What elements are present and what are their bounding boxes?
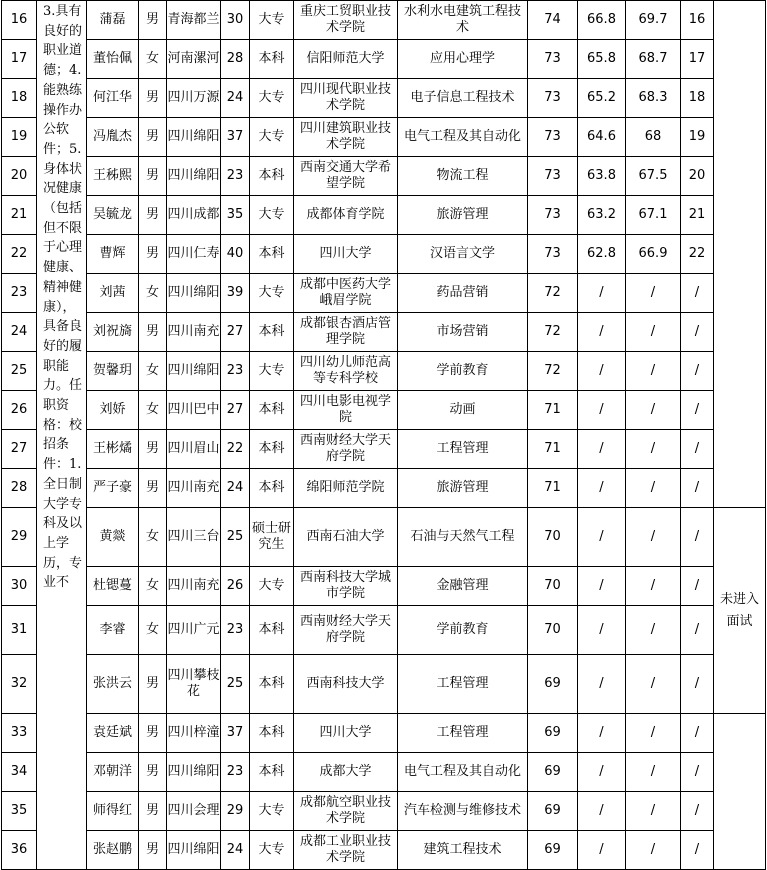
major: 旅游管理 xyxy=(398,469,528,508)
rank: / xyxy=(681,714,714,753)
row-number: 33 xyxy=(2,714,37,753)
gender: 女 xyxy=(139,567,167,606)
school: 西南科技大学 xyxy=(294,655,398,714)
candidate-name: 袁廷斌 xyxy=(87,714,139,753)
education: 本科 xyxy=(250,469,294,508)
written-score: 71 xyxy=(528,430,578,469)
table-row xyxy=(2,313,766,352)
total-score: / xyxy=(626,274,681,313)
major: 旅游管理 xyxy=(398,196,528,235)
origin: 四川绵阳 xyxy=(167,352,221,391)
education: 本科 xyxy=(250,157,294,196)
major: 工程管理 xyxy=(398,714,528,753)
education: 本科 xyxy=(250,313,294,352)
age: 23 xyxy=(221,753,250,792)
table-row xyxy=(2,196,766,235)
total-score: / xyxy=(626,567,681,606)
total-score: / xyxy=(626,391,681,430)
total-score: / xyxy=(626,753,681,792)
major: 动画 xyxy=(398,391,528,430)
converted-score: 63.8 xyxy=(578,157,626,196)
row-number: 18 xyxy=(2,79,37,118)
candidate-table xyxy=(1,0,766,870)
rank: 17 xyxy=(681,40,714,79)
candidate-name: 刘茜 xyxy=(87,274,139,313)
written-score: 69 xyxy=(528,792,578,831)
row-number: 19 xyxy=(2,118,37,157)
table-row xyxy=(2,274,766,313)
written-score: 69 xyxy=(528,655,578,714)
gender: 男 xyxy=(139,235,167,274)
written-score: 73 xyxy=(528,235,578,274)
job-requirements: 3.具有良好的职业道德；4.能熟练操作办公软件；5.身体状况健康（包括但不限于心理健康、精神健康），具备良好的履职能力。任职资格：校招条件：1.全日制大学专科及以上学历，专业不 xyxy=(37,1,87,870)
education: 大专 xyxy=(250,792,294,831)
school: 成都航空职业技术学院 xyxy=(294,792,398,831)
school: 西南科技大学城市学院 xyxy=(294,567,398,606)
table-row xyxy=(2,235,766,274)
converted-score: / xyxy=(578,831,626,870)
candidate-name: 刘娇 xyxy=(87,391,139,430)
row-number: 30 xyxy=(2,567,37,606)
candidate-name: 王彬燏 xyxy=(87,430,139,469)
converted-score: 65.8 xyxy=(578,40,626,79)
total-score: 67.1 xyxy=(626,196,681,235)
age: 37 xyxy=(221,118,250,157)
origin: 四川眉山 xyxy=(167,430,221,469)
converted-score: / xyxy=(578,792,626,831)
table-row xyxy=(2,792,766,831)
candidate-name: 杜锶蔓 xyxy=(87,567,139,606)
row-number: 29 xyxy=(2,508,37,567)
rank: / xyxy=(681,508,714,567)
gender: 男 xyxy=(139,430,167,469)
major: 市场营销 xyxy=(398,313,528,352)
school: 重庆工贸职业技术学院 xyxy=(294,1,398,40)
age: 27 xyxy=(221,313,250,352)
converted-score: / xyxy=(578,274,626,313)
major: 工程管理 xyxy=(398,430,528,469)
table-row xyxy=(2,118,766,157)
candidate-name: 吴毓龙 xyxy=(87,196,139,235)
age: 35 xyxy=(221,196,250,235)
remark-empty xyxy=(714,714,766,870)
candidate-name: 张赵鹏 xyxy=(87,831,139,870)
table-row xyxy=(2,753,766,792)
written-score: 71 xyxy=(528,391,578,430)
candidate-name: 严子豪 xyxy=(87,469,139,508)
education: 大专 xyxy=(250,274,294,313)
school: 成都中医药大学峨眉学院 xyxy=(294,274,398,313)
total-score: 67.5 xyxy=(626,157,681,196)
converted-score: / xyxy=(578,714,626,753)
written-score: 70 xyxy=(528,606,578,655)
age: 24 xyxy=(221,79,250,118)
total-score: / xyxy=(626,469,681,508)
written-score: 73 xyxy=(528,157,578,196)
rank: / xyxy=(681,391,714,430)
gender: 男 xyxy=(139,469,167,508)
converted-score: 64.6 xyxy=(578,118,626,157)
education: 硕士研究生 xyxy=(250,508,294,567)
total-score: / xyxy=(626,430,681,469)
total-score: / xyxy=(626,508,681,567)
rank: / xyxy=(681,313,714,352)
table-row xyxy=(2,567,766,606)
candidate-name: 王秭熙 xyxy=(87,157,139,196)
origin: 四川绵阳 xyxy=(167,753,221,792)
school: 成都银杏酒店管理学院 xyxy=(294,313,398,352)
rank: / xyxy=(681,831,714,870)
gender: 男 xyxy=(139,313,167,352)
gender: 男 xyxy=(139,157,167,196)
origin: 河南漯河 xyxy=(167,40,221,79)
gender: 男 xyxy=(139,118,167,157)
total-score: / xyxy=(626,714,681,753)
row-number: 25 xyxy=(2,352,37,391)
total-score: 68.3 xyxy=(626,79,681,118)
gender: 女 xyxy=(139,40,167,79)
origin: 青海都兰 xyxy=(167,1,221,40)
row-number: 21 xyxy=(2,196,37,235)
rank: / xyxy=(681,430,714,469)
age: 28 xyxy=(221,40,250,79)
candidate-name: 邓朝洋 xyxy=(87,753,139,792)
remark-not-interviewed: 未进入面试 xyxy=(714,508,766,714)
written-score: 74 xyxy=(528,1,578,40)
total-score: / xyxy=(626,655,681,714)
school: 成都体育学院 xyxy=(294,196,398,235)
age: 22 xyxy=(221,430,250,469)
rank: / xyxy=(681,606,714,655)
row-number: 35 xyxy=(2,792,37,831)
converted-score: / xyxy=(578,352,626,391)
gender: 女 xyxy=(139,391,167,430)
table-row xyxy=(2,391,766,430)
origin: 四川绵阳 xyxy=(167,274,221,313)
major: 工程管理 xyxy=(398,655,528,714)
table-row xyxy=(2,469,766,508)
origin: 四川广元 xyxy=(167,606,221,655)
converted-score: / xyxy=(578,606,626,655)
total-score: / xyxy=(626,831,681,870)
row-number: 20 xyxy=(2,157,37,196)
total-score: 68 xyxy=(626,118,681,157)
rank: / xyxy=(681,655,714,714)
origin: 四川会理 xyxy=(167,792,221,831)
education: 大专 xyxy=(250,79,294,118)
candidate-name: 刘祝旖 xyxy=(87,313,139,352)
major: 水利水电建筑工程技术 xyxy=(398,1,528,40)
origin: 四川仁寿 xyxy=(167,235,221,274)
major: 石油与天然气工程 xyxy=(398,508,528,567)
school: 西南石油大学 xyxy=(294,508,398,567)
candidate-name: 冯胤杰 xyxy=(87,118,139,157)
origin: 四川绵阳 xyxy=(167,118,221,157)
major: 电气工程及其自动化 xyxy=(398,753,528,792)
rank: / xyxy=(681,274,714,313)
education: 本科 xyxy=(250,40,294,79)
gender: 男 xyxy=(139,79,167,118)
education: 大专 xyxy=(250,1,294,40)
row-number: 34 xyxy=(2,753,37,792)
converted-score: / xyxy=(578,655,626,714)
table-row xyxy=(2,655,766,714)
age: 25 xyxy=(221,508,250,567)
education: 大专 xyxy=(250,352,294,391)
origin: 四川绵阳 xyxy=(167,157,221,196)
major: 物流工程 xyxy=(398,157,528,196)
table-row xyxy=(2,79,766,118)
converted-score: 65.2 xyxy=(578,79,626,118)
school: 四川幼儿师范高等专科学校 xyxy=(294,352,398,391)
major: 学前教育 xyxy=(398,606,528,655)
candidate-name: 李睿 xyxy=(87,606,139,655)
written-score: 73 xyxy=(528,196,578,235)
education: 本科 xyxy=(250,606,294,655)
row-number: 36 xyxy=(2,831,37,870)
row-number: 28 xyxy=(2,469,37,508)
written-score: 73 xyxy=(528,40,578,79)
age: 29 xyxy=(221,792,250,831)
education: 大专 xyxy=(250,118,294,157)
row-number: 31 xyxy=(2,606,37,655)
gender: 男 xyxy=(139,753,167,792)
gender: 女 xyxy=(139,606,167,655)
converted-score: 66.8 xyxy=(578,1,626,40)
total-score: 69.7 xyxy=(626,1,681,40)
written-score: 69 xyxy=(528,714,578,753)
written-score: 72 xyxy=(528,313,578,352)
rank: / xyxy=(681,567,714,606)
school: 四川大学 xyxy=(294,714,398,753)
row-number: 27 xyxy=(2,430,37,469)
candidate-name: 董怡佩 xyxy=(87,40,139,79)
school: 西南财经大学天府学院 xyxy=(294,606,398,655)
age: 30 xyxy=(221,1,250,40)
row-number: 24 xyxy=(2,313,37,352)
age: 37 xyxy=(221,714,250,753)
origin: 四川南充 xyxy=(167,567,221,606)
education: 大专 xyxy=(250,831,294,870)
age: 27 xyxy=(221,391,250,430)
origin: 四川南充 xyxy=(167,469,221,508)
major: 应用心理学 xyxy=(398,40,528,79)
rank: 21 xyxy=(681,196,714,235)
school: 四川电影电视学院 xyxy=(294,391,398,430)
row-number: 17 xyxy=(2,40,37,79)
school: 成都大学 xyxy=(294,753,398,792)
table-row xyxy=(2,508,766,567)
row-number: 26 xyxy=(2,391,37,430)
education: 本科 xyxy=(250,753,294,792)
converted-score: 63.2 xyxy=(578,196,626,235)
origin: 四川南充 xyxy=(167,313,221,352)
table-row xyxy=(2,430,766,469)
converted-score: / xyxy=(578,391,626,430)
written-score: 73 xyxy=(528,118,578,157)
candidate-name: 师得红 xyxy=(87,792,139,831)
table-row xyxy=(2,352,766,391)
row-number: 16 xyxy=(2,1,37,40)
written-score: 69 xyxy=(528,831,578,870)
converted-score: / xyxy=(578,469,626,508)
education: 大专 xyxy=(250,567,294,606)
rank: 16 xyxy=(681,1,714,40)
age: 26 xyxy=(221,567,250,606)
written-score: 73 xyxy=(528,79,578,118)
gender: 男 xyxy=(139,1,167,40)
education: 本科 xyxy=(250,714,294,753)
education: 大专 xyxy=(250,196,294,235)
gender: 男 xyxy=(139,196,167,235)
school: 成都工业职业技术学院 xyxy=(294,831,398,870)
age: 24 xyxy=(221,469,250,508)
gender: 男 xyxy=(139,792,167,831)
table-row xyxy=(2,40,766,79)
origin: 四川三台 xyxy=(167,508,221,567)
major: 学前教育 xyxy=(398,352,528,391)
education: 本科 xyxy=(250,391,294,430)
major: 电子信息工程技术 xyxy=(398,79,528,118)
candidate-name: 蒲磊 xyxy=(87,1,139,40)
gender: 男 xyxy=(139,714,167,753)
major: 汽车检测与维修技术 xyxy=(398,792,528,831)
origin: 四川攀枝花 xyxy=(167,655,221,714)
row-number: 22 xyxy=(2,235,37,274)
school: 西南财经大学天府学院 xyxy=(294,430,398,469)
rank: / xyxy=(681,792,714,831)
remark-empty xyxy=(714,1,766,508)
total-score: / xyxy=(626,606,681,655)
school: 四川现代职业技术学院 xyxy=(294,79,398,118)
gender: 男 xyxy=(139,831,167,870)
written-score: 70 xyxy=(528,567,578,606)
origin: 四川绵阳 xyxy=(167,831,221,870)
origin: 四川巴中 xyxy=(167,391,221,430)
school: 信阳师范大学 xyxy=(294,40,398,79)
table-row xyxy=(2,714,766,753)
age: 25 xyxy=(221,655,250,714)
gender: 女 xyxy=(139,508,167,567)
age: 23 xyxy=(221,606,250,655)
written-score: 72 xyxy=(528,352,578,391)
written-score: 72 xyxy=(528,274,578,313)
school: 绵阳师范学院 xyxy=(294,469,398,508)
rank: / xyxy=(681,469,714,508)
gender: 男 xyxy=(139,655,167,714)
total-score: / xyxy=(626,313,681,352)
written-score: 70 xyxy=(528,508,578,567)
age: 23 xyxy=(221,157,250,196)
school: 四川大学 xyxy=(294,235,398,274)
written-score: 69 xyxy=(528,753,578,792)
education: 本科 xyxy=(250,430,294,469)
table-row xyxy=(2,157,766,196)
age: 39 xyxy=(221,274,250,313)
major: 汉语言文学 xyxy=(398,235,528,274)
origin: 四川成都 xyxy=(167,196,221,235)
table-row xyxy=(2,831,766,870)
gender: 女 xyxy=(139,352,167,391)
age: 23 xyxy=(221,352,250,391)
candidate-name: 曹辉 xyxy=(87,235,139,274)
converted-score: / xyxy=(578,430,626,469)
table-row xyxy=(2,1,766,40)
converted-score: / xyxy=(578,753,626,792)
age: 40 xyxy=(221,235,250,274)
total-score: 66.9 xyxy=(626,235,681,274)
major: 建筑工程技术 xyxy=(398,831,528,870)
origin: 四川万源 xyxy=(167,79,221,118)
candidate-name: 张洪云 xyxy=(87,655,139,714)
row-number: 23 xyxy=(2,274,37,313)
gender: 女 xyxy=(139,274,167,313)
rank: 20 xyxy=(681,157,714,196)
converted-score: 62.8 xyxy=(578,235,626,274)
converted-score: / xyxy=(578,508,626,567)
school: 西南交通大学希望学院 xyxy=(294,157,398,196)
education: 本科 xyxy=(250,235,294,274)
education: 本科 xyxy=(250,655,294,714)
rank: / xyxy=(681,753,714,792)
written-score: 71 xyxy=(528,469,578,508)
major: 金融管理 xyxy=(398,567,528,606)
candidate-name: 黄燚 xyxy=(87,508,139,567)
rank: 18 xyxy=(681,79,714,118)
total-score: / xyxy=(626,352,681,391)
row-number: 32 xyxy=(2,655,37,714)
converted-score: / xyxy=(578,567,626,606)
table-row xyxy=(2,606,766,655)
candidate-name: 贺馨玥 xyxy=(87,352,139,391)
major: 药品营销 xyxy=(398,274,528,313)
total-score: / xyxy=(626,792,681,831)
converted-score: / xyxy=(578,313,626,352)
total-score: 68.7 xyxy=(626,40,681,79)
rank: 22 xyxy=(681,235,714,274)
candidate-name: 何江华 xyxy=(87,79,139,118)
major: 电气工程及其自动化 xyxy=(398,118,528,157)
rank: / xyxy=(681,352,714,391)
school: 四川建筑职业技术学院 xyxy=(294,118,398,157)
origin: 四川梓潼 xyxy=(167,714,221,753)
rank: 19 xyxy=(681,118,714,157)
age: 24 xyxy=(221,831,250,870)
